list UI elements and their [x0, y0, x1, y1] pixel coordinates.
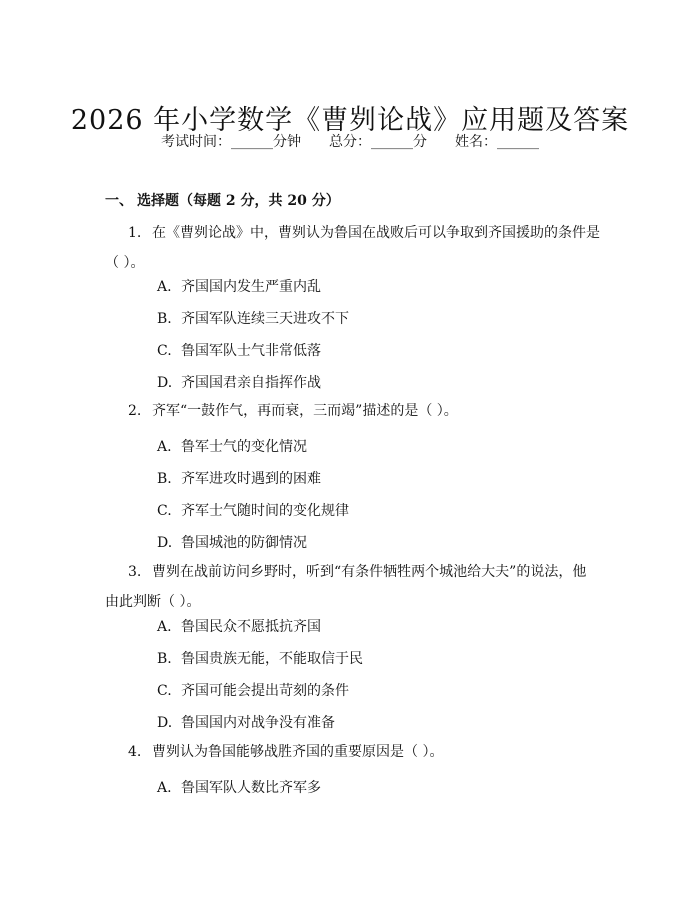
- option-label: B.: [157, 471, 172, 487]
- question-3-option-a: [157, 616, 321, 636]
- option-text: 鲁国城池的防御情况: [181, 535, 307, 551]
- option-label: C.: [157, 343, 172, 359]
- option-text: 齐军进攻时遇到的困难: [181, 471, 321, 487]
- page-title: 2026 年小学数学《曹刿论战》应用题及答案: [70, 105, 630, 137]
- exam-info: [0, 131, 700, 151]
- section-heading: [105, 190, 340, 210]
- option-label: A.: [157, 279, 172, 295]
- option-label: A.: [157, 619, 172, 635]
- option-label: C.: [157, 503, 172, 519]
- option-label: A.: [157, 439, 172, 455]
- option-label: D.: [157, 375, 173, 391]
- option-text: 鲁国国内对战争没有准备: [181, 715, 335, 731]
- question-3-option-d: [157, 712, 335, 732]
- question-2-option-b: [157, 468, 321, 488]
- question-text: 曹刿认为鲁国能够战胜齐国的重要原因是（ ）。: [152, 744, 444, 760]
- question-2: [105, 396, 600, 426]
- question-text: 齐军“一鼓作气，再而衰，三而竭”描述的是（ ）。: [152, 403, 458, 419]
- name-field: 姓名：______: [455, 134, 539, 150]
- question-4: [105, 737, 600, 767]
- option-label: C.: [157, 683, 172, 699]
- question-3-option-c: [157, 680, 349, 700]
- option-label: B.: [157, 651, 172, 667]
- question-2-option-a: [157, 436, 307, 456]
- option-text: 鲁国贵族无能，不能取信于民: [181, 651, 363, 667]
- section-title: 选择题（每题 2 分，共 20 分）: [137, 193, 340, 209]
- question-number: 1.: [128, 225, 142, 241]
- question-4-option-a: [157, 777, 321, 797]
- option-label: D.: [157, 535, 173, 551]
- question-text: 曹刿在战前访问乡野时，听到“有条件牺牲两个城池给大夫”的说法，他由此判断（ ）。: [105, 564, 587, 610]
- option-text: 鲁国民众不愿抵抗齐国: [181, 619, 321, 635]
- option-label: B.: [157, 311, 172, 327]
- option-text: 鲁国军队人数比齐军多: [181, 780, 321, 796]
- question-number: 3.: [128, 564, 142, 580]
- question-1-option-d: [157, 372, 321, 392]
- exam-time-field: 考试时间：______分钟: [161, 134, 301, 150]
- question-1-option-a: [157, 276, 321, 296]
- option-label: D.: [157, 715, 173, 731]
- question-1-option-b: [157, 308, 349, 328]
- option-text: 齐国国内发生严重内乱: [181, 279, 321, 295]
- option-text: 齐国可能会提出苛刻的条件: [181, 683, 349, 699]
- option-text: 齐国军队连续三天进攻不下: [181, 311, 349, 327]
- option-text: 齐军士气随时间的变化规律: [181, 503, 349, 519]
- question-3: [105, 557, 600, 617]
- option-text: 鲁军士气的变化情况: [181, 439, 307, 455]
- question-1-option-c: [157, 340, 321, 360]
- question-number: 4.: [128, 744, 142, 760]
- question-3-option-b: [157, 648, 363, 668]
- option-text: 鲁国军队士气非常低落: [181, 343, 321, 359]
- question-2-option-c: [157, 500, 349, 520]
- question-1: [105, 218, 600, 278]
- option-label: A.: [157, 780, 172, 796]
- question-2-option-d: [157, 532, 307, 552]
- option-text: 齐国国君亲自指挥作战: [181, 375, 321, 391]
- question-text: 在《曹刿论战》中，曹刿认为鲁国在战败后可以争取到齐国援助的条件是（ ）。: [105, 225, 600, 271]
- section-number: 一、: [105, 193, 133, 209]
- question-number: 2.: [128, 403, 142, 419]
- total-score-field: 总分：______分: [329, 134, 427, 150]
